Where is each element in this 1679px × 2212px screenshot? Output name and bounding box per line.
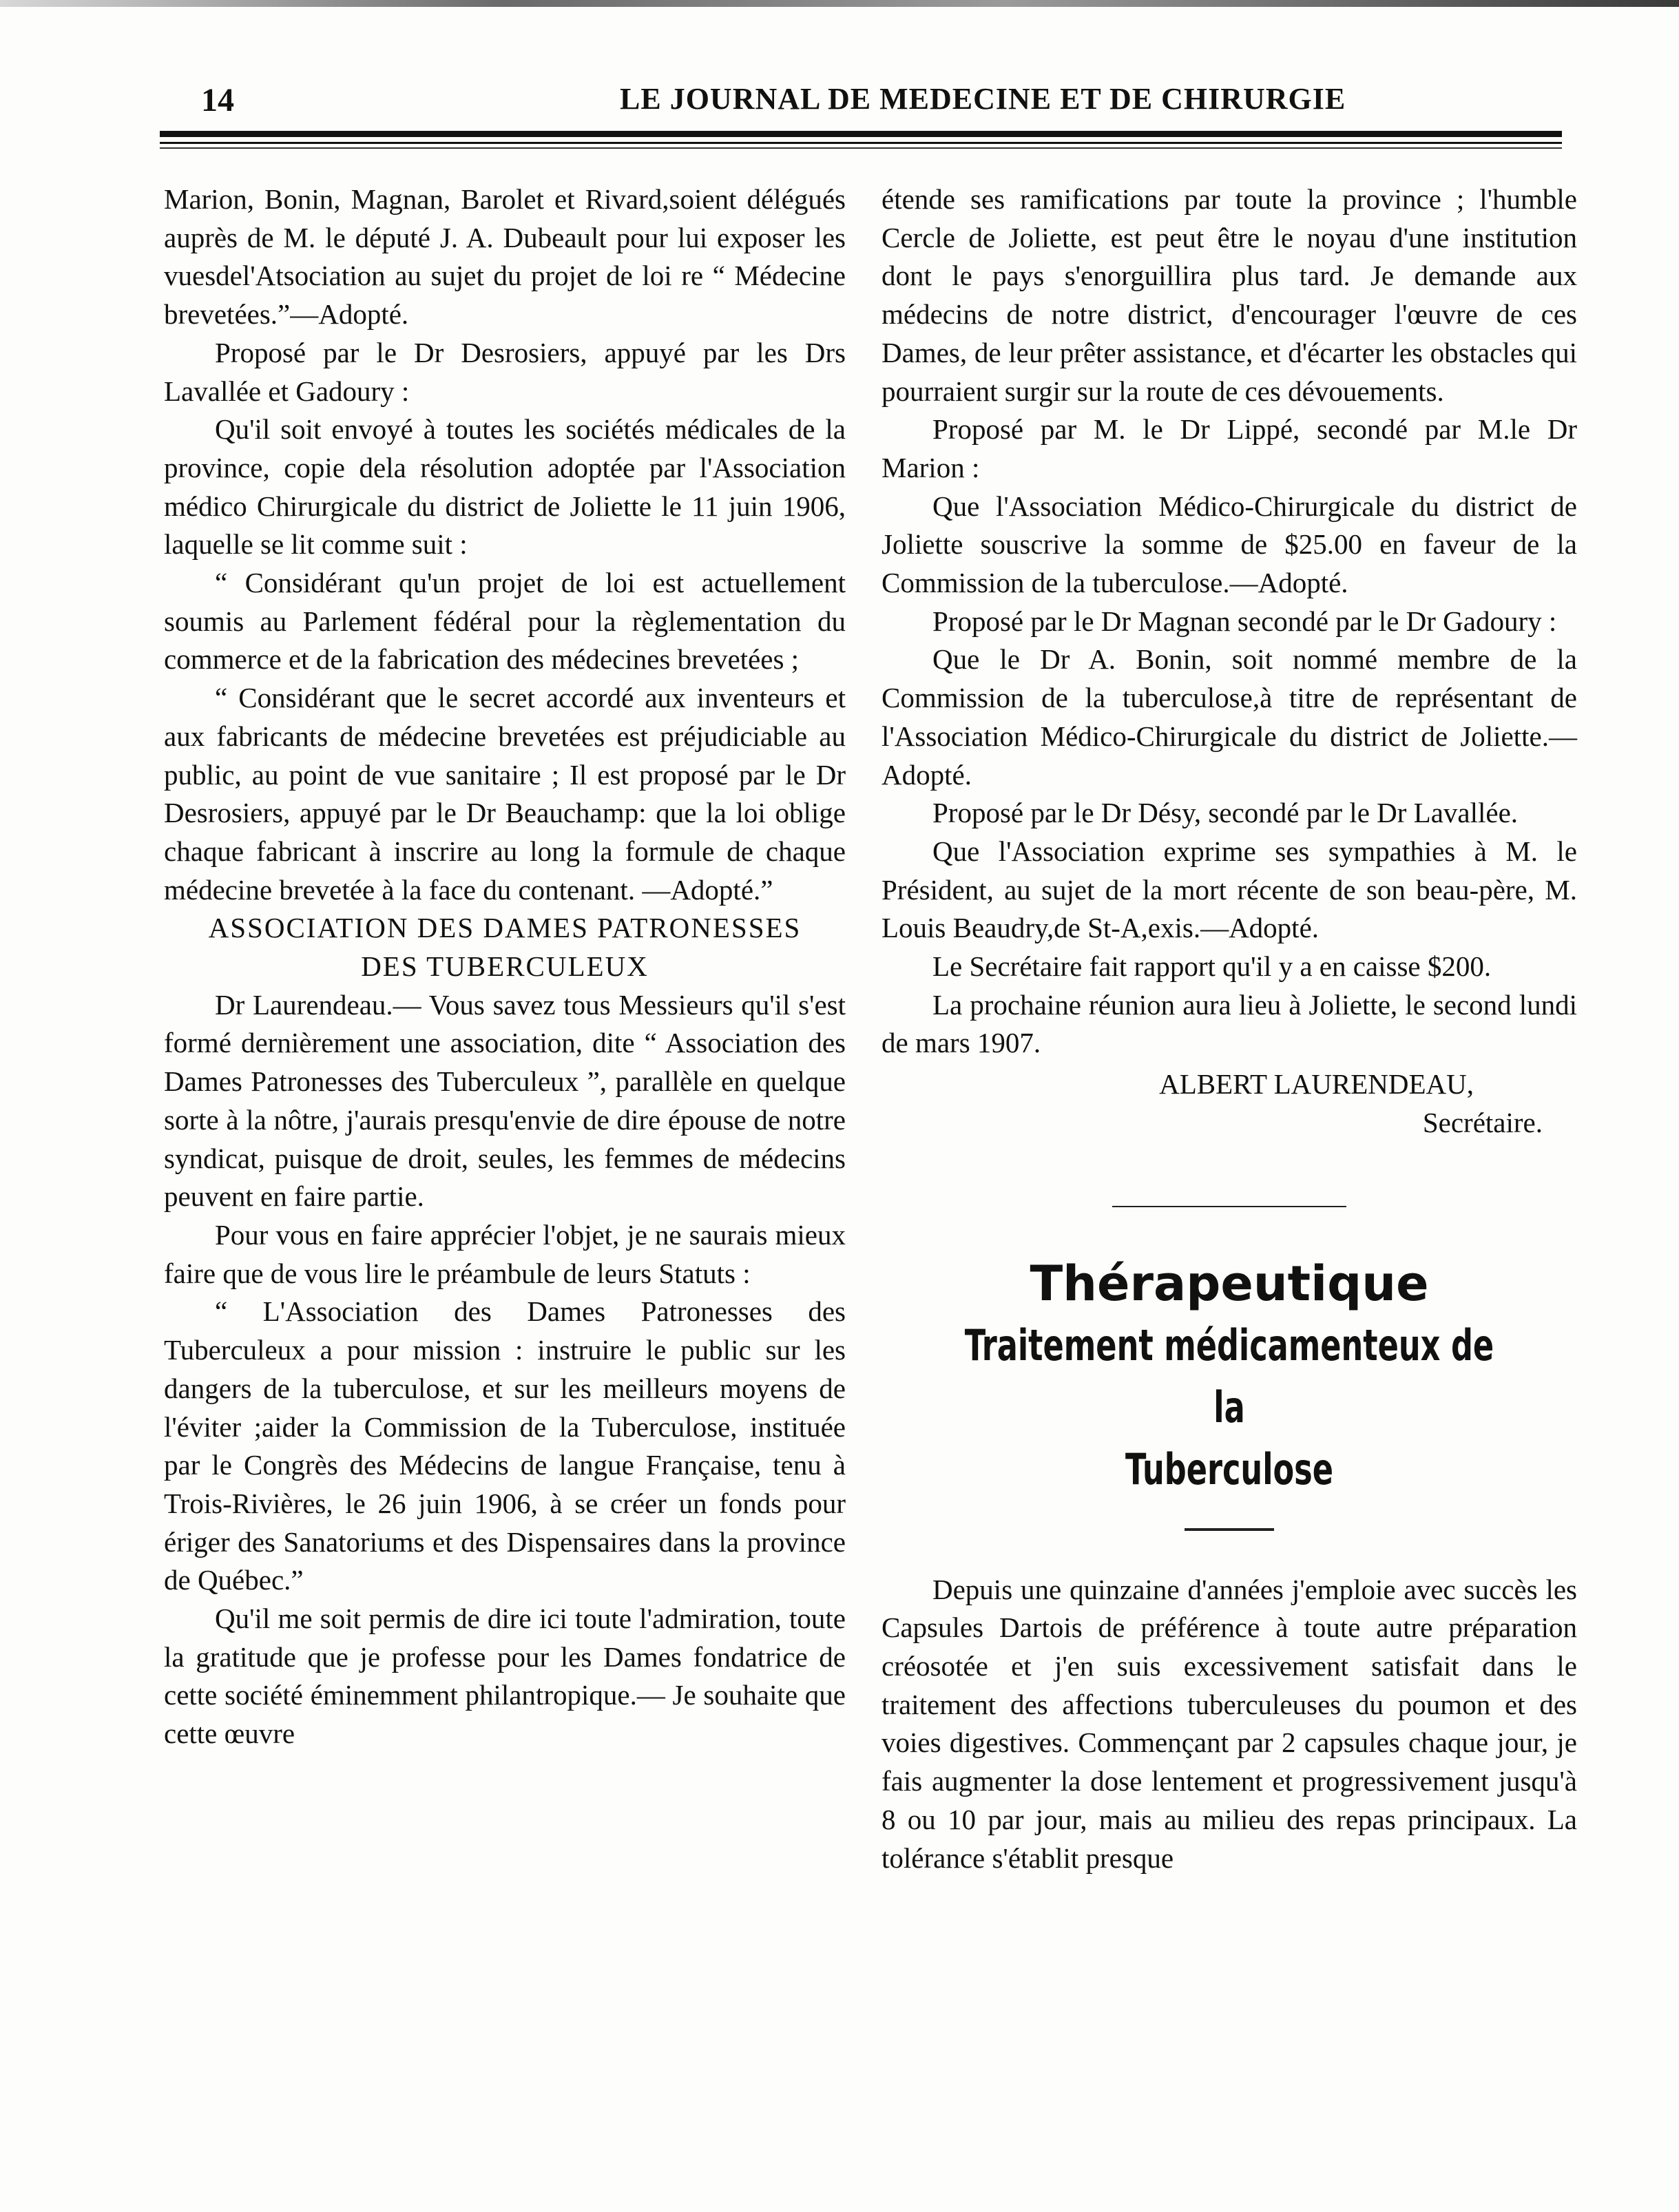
paragraph: Que le Dr A. Bonin, soit nommé membre de la Commission de la tuberculose,à titre de représentant de l'Association Médico-Chirurgicale du district de Joliette.—Adopté. bbox=[882, 643, 1577, 791]
header-rule-thin-second bbox=[160, 147, 1562, 149]
paragraph: Marion, Bonin, Magnan, Barolet et Rivard,soient délégués auprès de M. le député J. A. Dubeault pour lui exposer les vuesdel'Atsociation au sujet du projet de loi re “ Médecine brevetées.”—Adopté. bbox=[164, 183, 846, 331]
right-column bbox=[882, 180, 1577, 1877]
paragraph: “ Considérant qu'un projet de loi est actuellement soumis au Parlement fédéral pour la règlementation du commerce et de la fabrication des médecines brevetées ; bbox=[164, 567, 846, 676]
paragraph: Le Secrétaire fait rapport qu'il y a en caisse $200. bbox=[932, 950, 1492, 983]
paragraph: “ L'Association des Dames Patronesses des Tuberculeux a pour mission : instruire le public sur les dangers de la tuberculose, et sur les meilleurs moyens de l'éviter ;aider la Commission de la Tuberculose, instituée par le Congrès des Médecins de langue Française, tenu à Trois-Rivières, le 26 juin 1906, à se créer un fonds pour ériger des Sanatoriums et des Dispensaires dans la province de Québec.” bbox=[164, 1295, 846, 1596]
paragraph: Que l'Association Médico-Chirurgicale du district de Joliette souscrive la somme de $25.00 en faveur de la Commission de la tuberculose.—Adopté. bbox=[882, 490, 1577, 599]
paragraph: Qu'il me soit permis de dire ici toute l'admiration, toute la gratitude que je professe pour les Dames fondatrice de cette société éminemment philantropique.— Je souhaite que cette œuvre bbox=[164, 1603, 846, 1750]
section-title: Thérapeutique bbox=[1030, 1255, 1429, 1312]
paragraph: Que l'Association exprime ses sympathies à M. le Président, au sujet de la mort récente de son beau-père, M. Louis Beaudry,de St-A,exis.—Adopté. bbox=[882, 835, 1577, 944]
paragraph: Proposé par le Dr Magnan secondé par le Dr Gadoury : bbox=[932, 605, 1557, 637]
paragraph: Depuis une quinzaine d'années j'emploie avec succès les Capsules Dartois de préférence à toute autre préparation créosotée et j'en suis excessivement satisfait dans le traitement des affections tuberculeuses du poumon et des voies digestives. Commençant par 2 capsules chaque jour, je fais augmenter la dose lentement et progressivement jusqu'à 8 ou 10 par jour, mais au milieu des repas principaux. La tolérance s'établit presque bbox=[882, 1573, 1577, 1874]
article-title-line-2: Tuberculose bbox=[1125, 1443, 1333, 1494]
running-title: LE JOURNAL DE MEDECINE ET DE CHIRURGIE bbox=[620, 82, 1346, 116]
paragraph: “ Considérant que le secret accordé aux inventeurs et aux fabricants de médecine brevetées est préjudiciable au public, au point de vue sanitaire ; Il est proposé par le Dr Desrosiers, appuyé par le Dr Beauchamp: que la loi oblige chaque fabricant à inscrire au long la formule de chaque médecine brevetée à la face du contenant. —Adopté.” bbox=[164, 682, 846, 906]
paragraph: Dr Laurendeau.— Vous savez tous Messieurs qu'il s'est formé dernièrement une association, dite “ Association des Dames Patronesses des Tuberculeux ”, parallèle en quelque sorte à la nôtre, j'aurais presqu'envie de dire épouse de notre syndicat, puisque de droit, seules, les femmes de médecins peuvent en faire partie. bbox=[164, 988, 846, 1213]
header-rule-thin bbox=[160, 142, 1562, 144]
section-heading-line-2: DES TUBERCULEUX bbox=[361, 950, 649, 983]
paragraph: étende ses ramifications par toute la province ; l'humble Cercle de Joliette, est peut être le noyau d'une institution dont le pays s'enorguillira plus tard. Je demande aux médecins de notre district, d'encourager l'œuvre de ces Dames, de leur prêter assistance, et d'écarter les obstacles qui pourraient surgir sur la route de ces dévouements. bbox=[882, 183, 1577, 407]
paragraph: Proposé par M. le Dr Lippé, secondé par M.le Dr Marion : bbox=[882, 413, 1577, 483]
page-number: 14 bbox=[201, 82, 234, 118]
paragraph: Proposé par le Dr Désy, secondé par le Dr Lavallée. bbox=[932, 797, 1519, 829]
left-column bbox=[164, 180, 846, 1753]
paragraph: La prochaine réunion aura lieu à Joliette, le second lundi de mars 1907. bbox=[882, 988, 1577, 1059]
section-heading-line-1: ASSOCIATION DES DAMES PATRONESSES bbox=[208, 912, 802, 944]
paragraph: Pour vous en faire apprécier l'objet, je ne saurais mieux faire que de vous lire le préambule de leurs Statuts : bbox=[164, 1218, 846, 1289]
paragraph: Qu'il soit envoyé à toutes les sociétés médicales de la province, copie dela résolution adoptée par l'Association médico Chirurgicale du district de Joliette le 11 juin 1906, laquelle se lit comme suit : bbox=[164, 413, 846, 561]
article-title-line-1: Traitement médicamenteux de la bbox=[964, 1319, 1494, 1432]
signature-name: ALBERT LAURENDEAU, bbox=[1159, 1068, 1474, 1100]
paragraph: Proposé par le Dr Desrosiers, appuyé par les Drs Lavallée et Gadoury : bbox=[164, 336, 846, 407]
header-rule-thick bbox=[160, 131, 1562, 137]
section-divider bbox=[1112, 1206, 1346, 1207]
signature-title: Secrétaire. bbox=[1422, 1106, 1543, 1138]
title-divider bbox=[1185, 1528, 1274, 1531]
